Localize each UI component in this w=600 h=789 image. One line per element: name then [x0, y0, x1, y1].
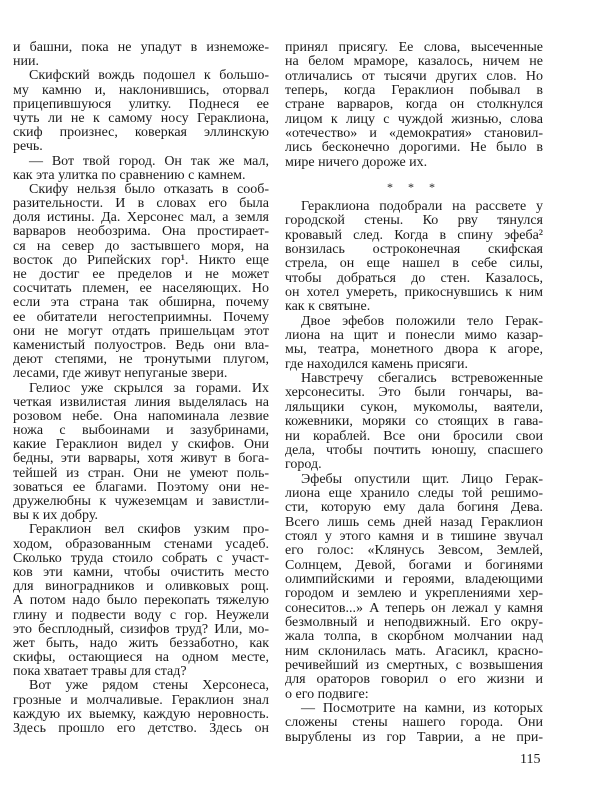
text-line: каждую их выемку, каждую неровность.	[13, 707, 269, 722]
text-line: лицом к лицу с чуждой жизнью, слова	[285, 112, 543, 127]
paragraph	[285, 315, 543, 372]
text-line: где находился камень присяги.	[285, 357, 469, 372]
text-line: Навстречу сбегались встревоженные	[301, 372, 543, 387]
text-line: Сколько труда стоило собрать с участ-	[13, 551, 269, 566]
text-line: как к святыне.	[285, 300, 371, 315]
text-line: как эта улитка по сравнению с камнем.	[13, 168, 246, 183]
text-line: сонеситов...» А теперь он лежал у камня	[285, 601, 543, 616]
paragraph	[13, 523, 269, 679]
text-line: о его подвиге:	[285, 687, 369, 702]
paragraph	[13, 69, 269, 154]
text-line: вы к их добру.	[13, 509, 98, 524]
text-line: варваров необозрима. Она простирает-	[13, 225, 269, 240]
text-line: сложены стены нашего города. Они	[285, 716, 543, 731]
text-line: вонзилась остроконечная скифская	[285, 243, 543, 258]
text-line: вырублены из гор Таврии, а не при-	[285, 730, 543, 745]
text-line: чуть ли не к самому носу Гераклиона,	[13, 111, 269, 126]
text-line: лиона еще хранило следы той решимо-	[285, 486, 543, 501]
text-line: жала толпа, в скорбном молчании над	[285, 630, 543, 645]
paragraph	[13, 382, 269, 524]
text-line: это бесплодный, сизифов труд? Или, мо-	[13, 622, 269, 637]
text-line: Гераклион вел скифов узким про-	[29, 523, 269, 538]
paragraph	[13, 183, 269, 382]
text-line: Вот уже рядом стены Херсонеса,	[29, 679, 269, 694]
text-line: стрела, он еще нашел в себе силы,	[285, 257, 543, 272]
text-line: восток до Рипейских гор¹. Никто еще	[13, 253, 269, 268]
text-line: лесами, где живут непуганые звери.	[13, 367, 228, 382]
text-line: четкая извилистая линия выделялась на	[13, 395, 269, 410]
text-line: чтобы добраться до стен. Казалось,	[285, 271, 543, 286]
text-line: глину и подвести воду с гор. Неужели	[13, 608, 269, 623]
text-line: Гераклиона подобрали на рассвете у	[301, 200, 543, 214]
text-line: Гелиос уже скрылся за горами. Их	[29, 381, 269, 396]
text-line: какие Гераклион видел у скифов. Они	[13, 438, 269, 453]
text-line: ляльщики сукон, мукомолы, ваятели,	[285, 400, 543, 415]
paragraph	[285, 41, 543, 170]
text-line: речивейший из смертных, с возвышения	[285, 659, 543, 673]
text-line: ков эти камни, чтобы очистить место	[13, 565, 269, 580]
text-line: дела, чтобы почтить юношу, спасшего	[285, 443, 543, 458]
text-line: пока хватает травы для стад?	[13, 665, 187, 680]
text-line: нии.	[13, 55, 39, 70]
text-line: мире ничего дороже их.	[285, 155, 428, 170]
text-line: тейшей из стран. Они не умеют поль-	[13, 466, 269, 481]
paragraph	[13, 41, 269, 69]
text-line: дружелюбны к чужеземцам и завистли-	[13, 495, 269, 509]
text-line: речь.	[13, 140, 43, 155]
text-line: он хотел умереть, прикоснувшись к ним	[285, 286, 543, 301]
text-line: для виноградников и оливковых рощ.	[13, 580, 269, 595]
text-line: и башни, пока не упадут в изнеможе-	[13, 41, 269, 55]
text-line: если эта страна так обширна, почему	[13, 296, 269, 311]
text-line: разительности. И в словах его была	[13, 197, 269, 212]
paragraph	[285, 372, 543, 472]
text-line: не достиг ее пределов и не может	[13, 268, 269, 282]
text-line: Скифу нельзя было отказать в сооб-	[29, 182, 269, 197]
paragraph	[285, 702, 543, 745]
text-line: грозные и молчаливые. Гераклион знал	[13, 693, 269, 708]
text-line: Всего лишь семь дней назад Гераклион	[285, 515, 543, 530]
paragraph	[13, 155, 269, 183]
text-line: доля истины. Да. Херсонес мал, а земля	[13, 211, 269, 226]
text-line: город.	[285, 458, 322, 473]
text-line: мы, театра, монетного двора к агоре,	[285, 343, 543, 358]
text-line: Двое эфебов положили тело Герак-	[301, 314, 543, 329]
text-line: олимпийскими и героями, владеющими	[285, 572, 543, 587]
left-text-column	[13, 41, 269, 736]
text-line: стране варваров, когда он столкнулся	[285, 98, 543, 113]
text-line: «отечество» и «демократия» становил-	[285, 127, 543, 142]
text-line: зоваться ее благами. Поэтому они не-	[13, 480, 269, 495]
right-text-column-top	[285, 41, 543, 170]
text-line: — Посмотрите на камни, из которых	[301, 702, 543, 717]
text-line: городской стены. Ко рву тянулся	[285, 214, 543, 229]
text-line: кровавый след. Когда в спину эфеба²	[285, 228, 543, 243]
text-line: стоял у этого камня и в тишине звучал	[285, 529, 543, 544]
text-line: прицепившуюся улитку. Поднеся ее	[13, 97, 269, 112]
text-line: ним склонилась мать. Агасикл, красно-	[285, 644, 543, 659]
text-line: каменистый полуостров. Ведь они вла-	[13, 338, 269, 353]
text-line: Солнцем, Девой, богами и богинями	[285, 558, 543, 573]
text-line: херсонеситы. Это были гончары, ва-	[285, 386, 543, 401]
text-line: принял присягу. Ее слова, высеченные	[285, 41, 543, 55]
text-line: му камню и, наклонившись, оторвал	[13, 83, 269, 98]
text-line: скифы, остающиеся на одном месте,	[13, 651, 269, 666]
text-line: для ораторов говорил о его жизни и	[285, 673, 543, 688]
text-line: жет быть, надо жить беззаботно, как	[13, 636, 269, 651]
text-line: деют степями, не тронутыми плугом,	[13, 353, 269, 368]
text-line: ходом, образованным стенами усадеб.	[13, 537, 269, 552]
text-line: А потом надо было перекопать тяжелую	[13, 594, 269, 609]
text-line: отличались от тысячи других слов. Но	[285, 69, 543, 84]
paragraph	[13, 679, 269, 736]
text-line: бедны, эти варвары, хотя живут в бога-	[13, 452, 269, 467]
text-line: Здесь прошло его детство. Здесь он	[13, 722, 269, 736]
text-line: городом и землею и укреплениями хер-	[285, 587, 543, 602]
text-line: теперь, когда Гераклион побывал в	[285, 84, 543, 99]
page-number: 115	[520, 752, 541, 767]
right-text-column-bottom	[285, 200, 543, 745]
text-line: лиона на щит и понесли мимо казар-	[285, 329, 543, 344]
text-line: ни кораблей. Все они бросили свои	[285, 429, 543, 444]
text-line: ножа с выбоинами и зазубринами,	[13, 424, 269, 439]
text-line: розовом небе. Она напоминала лезвие	[13, 409, 269, 424]
text-line: ее обитатели негостеприимны. Почему	[13, 310, 269, 325]
text-line: сти, которую ему дала богиня Дева.	[285, 501, 543, 516]
section-break: * * *	[387, 180, 441, 194]
text-line: Скифский вождь подошел к большо-	[29, 69, 269, 84]
text-line: ся на север до застывшего моря, на	[13, 239, 269, 254]
text-line: сосчитать племен, ее населяющих. Но	[13, 282, 269, 297]
text-line: Эфебы опустили щит. Лицо Герак-	[301, 472, 543, 487]
text-line: его голос: «Клянусь Зевсом, Землей,	[285, 544, 543, 559]
text-line: скиф произнес, коверкая эллинскую	[13, 126, 269, 141]
text-line: лись бесконечно дорогими. Не было в	[285, 141, 543, 156]
paragraph	[285, 473, 543, 703]
text-line: на белом мраморе, казалось, ничем не	[285, 55, 543, 70]
text-line: кожевники, моряки со стоящих в гава-	[285, 415, 543, 430]
text-line: — Вот твой город. Он так же мал,	[29, 154, 269, 169]
text-line: безмолвный и неподвижный. Его окру-	[285, 615, 543, 630]
text-line: они не могут отдать пришельцам этот	[13, 324, 269, 339]
paragraph	[285, 200, 543, 315]
